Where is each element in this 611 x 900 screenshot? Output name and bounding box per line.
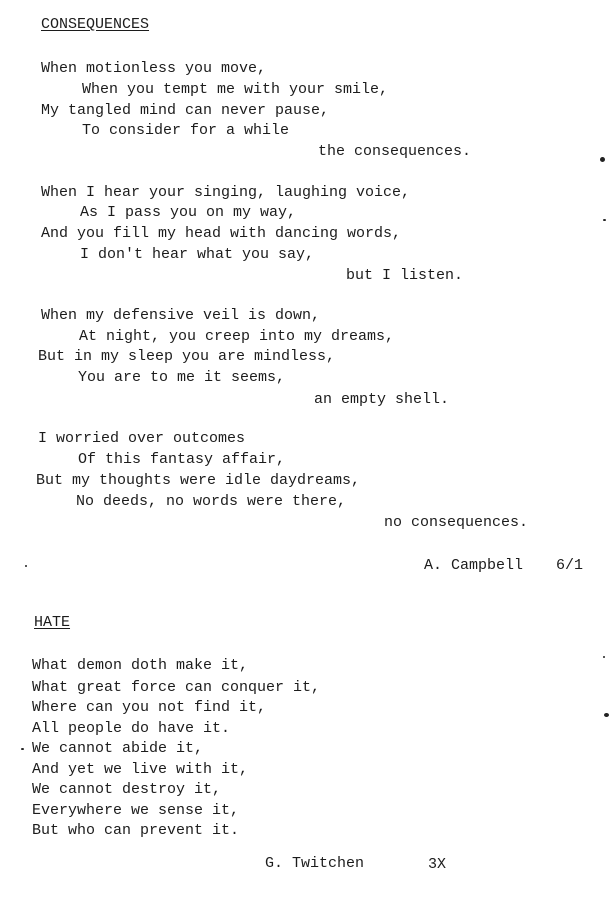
poem-line: And yet we live with it, bbox=[32, 761, 249, 778]
scan-speck bbox=[25, 565, 27, 567]
scan-speck bbox=[603, 656, 605, 658]
poem-line: When my defensive veil is down, bbox=[41, 307, 321, 324]
poem-line: Of this fantasy affair, bbox=[78, 451, 286, 468]
poem-line: All people do have it. bbox=[32, 720, 231, 737]
poem-line: I worried over outcomes bbox=[38, 430, 246, 447]
poem-line: At night, you creep into my dreams, bbox=[79, 328, 395, 345]
poem-title: HATE bbox=[34, 614, 71, 631]
poem-line: To consider for a while bbox=[82, 122, 290, 139]
scan-speck bbox=[600, 157, 605, 162]
poem-line: My tangled mind can never pause, bbox=[41, 102, 330, 119]
poem-line: But my thoughts were idle daydreams, bbox=[36, 472, 361, 489]
poem-line: We cannot destroy it, bbox=[32, 781, 222, 798]
poem-line: You are to me it seems, bbox=[78, 369, 286, 386]
poem-line: When you tempt me with your smile, bbox=[82, 81, 389, 98]
scan-speck bbox=[604, 713, 609, 717]
poem-line: the consequences. bbox=[318, 143, 472, 160]
poem-line: But in my sleep you are mindless, bbox=[38, 348, 336, 365]
poem-line: no consequences. bbox=[384, 514, 529, 531]
poem-line: No deeds, no words were there, bbox=[76, 493, 347, 510]
poem-line: Where can you not find it, bbox=[32, 699, 267, 716]
author-form: 6/1 bbox=[556, 557, 584, 574]
poem-line: But who can prevent it. bbox=[32, 822, 240, 839]
poem-line: We cannot abide it, bbox=[32, 740, 204, 757]
poem-line: And you fill my head with dancing words, bbox=[41, 225, 402, 242]
author-name: G. Twitchen bbox=[265, 855, 365, 872]
scan-speck bbox=[21, 748, 24, 750]
poem-line: What demon doth make it, bbox=[32, 657, 249, 674]
poem-line: When motionless you move, bbox=[41, 60, 267, 77]
author-name: A. Campbell bbox=[424, 557, 524, 574]
poem-line: an empty shell. bbox=[314, 391, 450, 408]
poem-line: I don't hear what you say, bbox=[80, 246, 315, 263]
poem-line: Everywhere we sense it, bbox=[32, 802, 240, 819]
scan-speck bbox=[603, 219, 606, 221]
poem-line: As I pass you on my way, bbox=[80, 204, 297, 221]
poem-line: but I listen. bbox=[346, 267, 464, 284]
poem-line: What great force can conquer it, bbox=[32, 679, 321, 696]
poem-title: CONSEQUENCES bbox=[41, 16, 150, 33]
poem-line: When I hear your singing, laughing voice, bbox=[41, 184, 411, 201]
author-form: 3X bbox=[428, 856, 447, 873]
